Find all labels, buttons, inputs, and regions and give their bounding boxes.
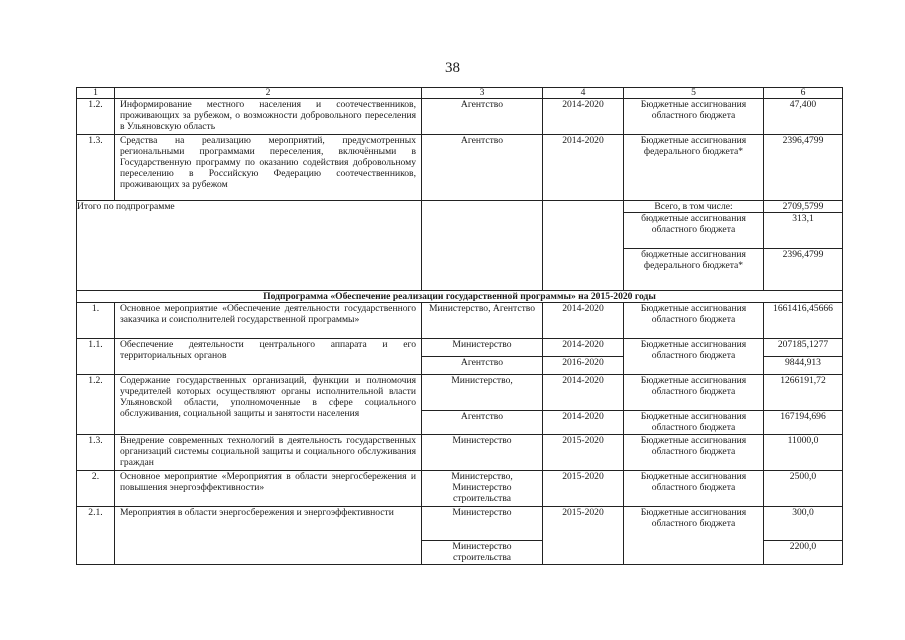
amount: 207185,1277 (764, 339, 843, 357)
activity-name: Мероприятия в области энергосбережения и энергоэффективности (115, 507, 422, 565)
row-number: 2.1. (77, 507, 115, 565)
amount: 1266191,72 (764, 375, 843, 411)
period: 2016-2020 (543, 357, 624, 375)
row-number: 1.1. (77, 339, 115, 375)
empty-cell (422, 201, 543, 291)
amount: 2709,5799 (764, 201, 843, 213)
table-row (77, 303, 843, 339)
table-row (77, 435, 843, 471)
row-number: 1.2. (77, 375, 115, 435)
activity-name: Внедрение современных технологий в деятельность государственных организаций системы социальной защиты и социального обслуживания граждан (115, 435, 422, 471)
activity-name: Содержание государственных организаций, функции и полномочия учредителей которых осуществляют органы исполнительной власти Ульяновской области, уполномоченные в сфере социального обслуживания, социальной защиты и занятости населения (115, 375, 422, 435)
total-label: Итого по подпрограмме (77, 201, 422, 291)
row-number: 1.2. (77, 99, 115, 135)
header-row (77, 88, 843, 99)
activity-name: Основное мероприятие «Мероприятия в области энергосбережения и повышения энергоэффективности» (115, 471, 422, 507)
row-number: 2. (77, 471, 115, 507)
period: 2014-2020 (543, 303, 624, 339)
header-cell: 6 (764, 88, 843, 99)
header-cell: 3 (422, 88, 543, 99)
executor: Агентство (422, 411, 543, 435)
executor: Министерство (422, 435, 543, 471)
row-number: 1.3. (77, 135, 115, 201)
funding-source: Бюджетные ассигнования федерального бюджета* (624, 135, 764, 201)
period: 2014-2020 (543, 375, 624, 411)
executor: Министерство (422, 507, 543, 541)
row-number: 1.3. (77, 435, 115, 471)
activity-name: Основное мероприятие «Обеспечение деятельности государственного заказчика и соисполнителей государственной программы» (115, 303, 422, 339)
amount: 2200,0 (764, 541, 843, 565)
executor: Агентство (422, 135, 543, 201)
total-row (77, 201, 843, 213)
row-number: 1. (77, 303, 115, 339)
amount: 2500,0 (764, 471, 843, 507)
period: 2014-2020 (543, 99, 624, 135)
period: 2015-2020 (543, 507, 624, 565)
executor: Агентство (422, 99, 543, 135)
table-row (77, 135, 843, 201)
funding-source: Бюджетные ассигнования областного бюджета (624, 471, 764, 507)
funding-source: Бюджетные ассигнования областного бюджета (624, 375, 764, 411)
section-title: Подпрограмма «Обеспечение реализации государственной программы» на 2015-2020 годы (77, 291, 843, 303)
amount: 1661416,45666 (764, 303, 843, 339)
program-table-wrapper (76, 87, 843, 565)
empty-cell (543, 201, 624, 291)
executor: Агентство (422, 357, 543, 375)
executor: Министерство, (422, 375, 543, 411)
table-row (77, 375, 843, 411)
funding-source: Бюджетные ассигнования областного бюджета (624, 411, 764, 435)
page-number: 38 (445, 60, 460, 76)
table-row (77, 471, 843, 507)
period: 2015-2020 (543, 435, 624, 471)
activity-name: Средства на реализацию мероприятий, предусмотренных региональными программами переселения, включёнными в Государственную программу по оказанию содействия добровольному переселению в Российскую Федерацию соотечественников, проживающих за рубежом (115, 135, 422, 201)
activity-name: Обеспечение деятельности центрального аппарата и его территориальных органов (115, 339, 422, 375)
table-row (77, 339, 843, 357)
amount: 2396,4799 (764, 249, 843, 291)
funding-source: Бюджетные ассигнования областного бюджета (624, 99, 764, 135)
amount: 11000,0 (764, 435, 843, 471)
header-cell: 4 (543, 88, 624, 99)
header-cell: 2 (115, 88, 422, 99)
amount: 47,400 (764, 99, 843, 135)
program-activities-table (76, 87, 843, 565)
activity-name: Информирование местного населения и соотечественников, проживающих за рубежом, о возможности добровольного переселения в Ульяновскую область (115, 99, 422, 135)
header-cell: 1 (77, 88, 115, 99)
funding-source: Бюджетные ассигнования областного бюджета (624, 435, 764, 471)
funding-source: Бюджетные ассигнования областного бюджета (624, 339, 764, 375)
period: 2014-2020 (543, 411, 624, 435)
funding-source: Бюджетные ассигнования областного бюджета (624, 303, 764, 339)
executor: Министерство, Агентство (422, 303, 543, 339)
funding-source: Бюджетные ассигнования областного бюджета (624, 507, 764, 565)
amount: 167194,696 (764, 411, 843, 435)
executor: Министерство, Министерство строительства (422, 471, 543, 507)
period: 2014-2020 (543, 135, 624, 201)
funding-source: бюджетные ассигнования федерального бюджета* (624, 249, 764, 291)
period: 2014-2020 (543, 339, 624, 357)
amount: 300,0 (764, 507, 843, 541)
executor: Министерство строительства (422, 541, 543, 565)
section-title-row (77, 291, 843, 303)
period: 2015-2020 (543, 471, 624, 507)
executor: Министерство (422, 339, 543, 357)
amount: 2396,4799 (764, 135, 843, 201)
header-cell: 5 (624, 88, 764, 99)
funding-source: бюджетные ассигнования областного бюджета (624, 213, 764, 249)
amount: 9844,913 (764, 357, 843, 375)
table-row (77, 99, 843, 135)
funding-source: Всего, в том числе: (624, 201, 764, 213)
table-row (77, 507, 843, 541)
amount: 313,1 (764, 213, 843, 249)
